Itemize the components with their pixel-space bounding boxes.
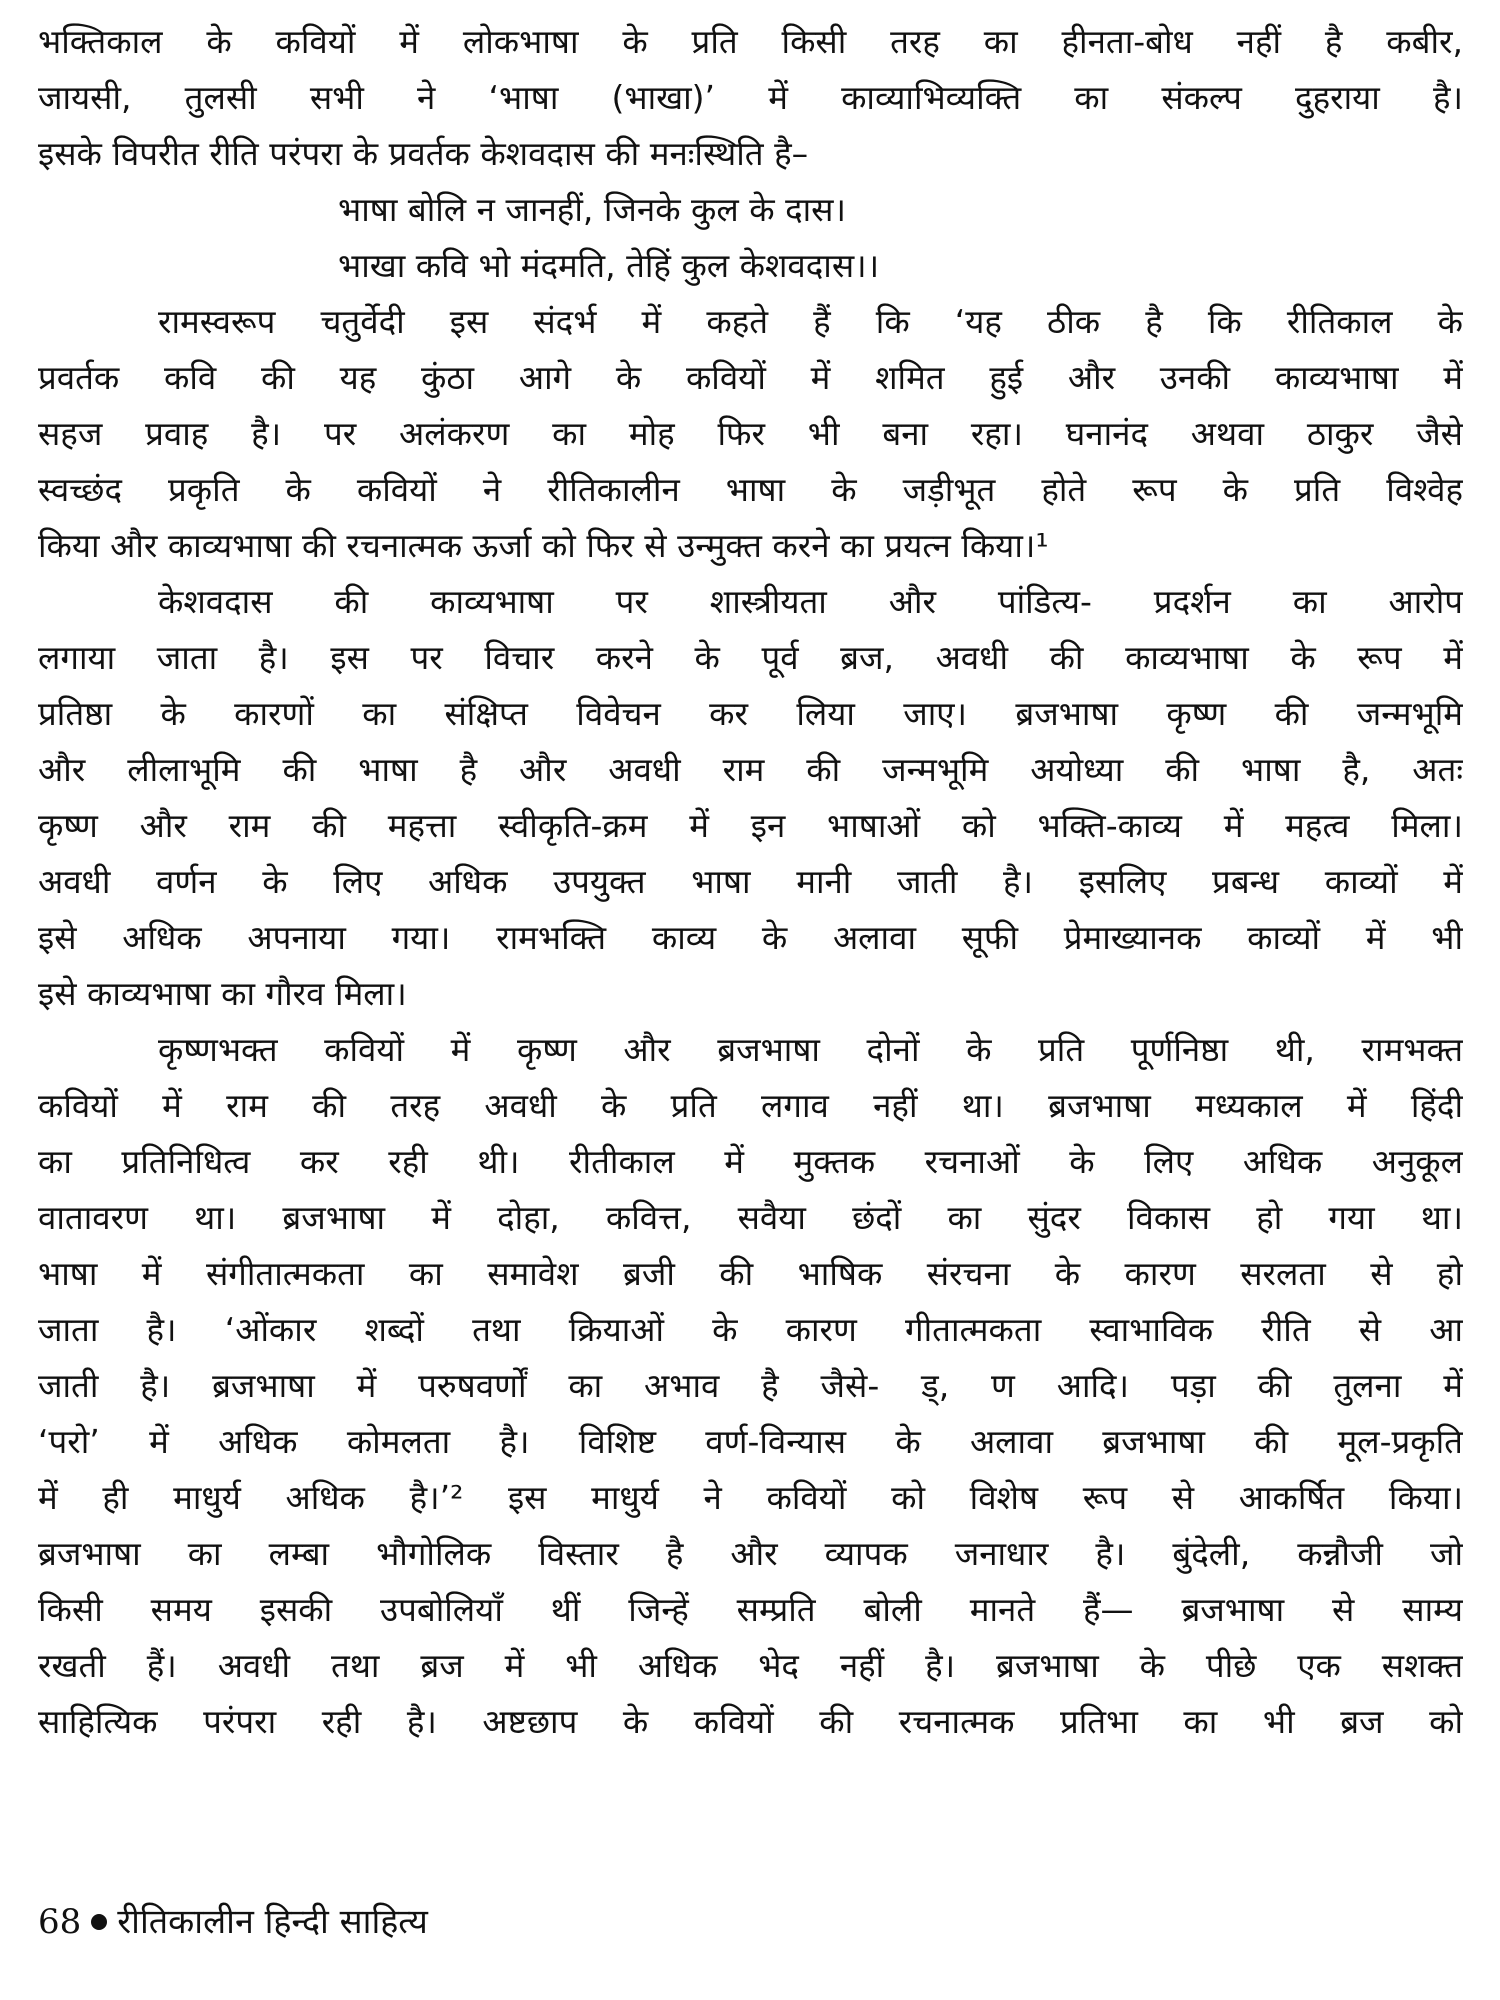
paragraph-2-line-2: प्रवर्तक कवि की यह कुंठा आगे के कवियों में शमित हुई और उनकी काव्यभाषा में	[38, 358, 1463, 397]
paragraph-3-line-3: प्रतिष्ठा के कारणों का संक्षिप्त विवेचन कर लिया जाए। ब्रजभाषा कृष्ण की जन्मभूमि	[38, 694, 1463, 733]
verse-line-2: भाखा कवि भो मंदमति, तेहिं कुल केशवदास।।	[338, 246, 880, 285]
paragraph-4-line-12: रखती हैं। अवधी तथा ब्रज में भी अधिक भेद नहीं है। ब्रजभाषा के पीछे एक सशक्त	[38, 1646, 1463, 1685]
book-page	[38, 0, 1463, 2000]
paragraph-3-line-4: और लीलाभूमि की भाषा है और अवधी राम की जन्मभूमि अयोध्या की भाषा है, अतः	[38, 750, 1463, 789]
verse-line-1: भाषा बोलि न जानहीं, जिनके कुल के दास।	[338, 190, 846, 229]
paragraph-2-line-5: किया और काव्यभाषा की रचनात्मक ऊर्जा को फिर से उन्मुक्त करने का प्रयत्न किया।¹	[38, 526, 1049, 565]
paragraph-4-line-1: कृष्णभक्त कवियों में कृष्ण और ब्रजभाषा दोनों के प्रति पूर्णनिष्ठा थी, रामभक्त	[158, 1030, 1463, 1069]
paragraph-4-line-11: किसी समय इसकी उपबोलियाँ थीं जिन्हें सम्प्रति बोली मानते हैं— ब्रजभाषा से साम्य	[38, 1590, 1463, 1629]
text-line-2: जायसी, तुलसी सभी ने ‘भाषा (भाखा)’ में काव्याभिव्यक्ति का संकल्प दुहराया है।	[38, 78, 1463, 117]
text-line-3: इसके विपरीत रीति परंपरा के प्रवर्तक केशवदास की मनःस्थिति है–	[38, 134, 809, 173]
text-line-1: भक्तिकाल के कवियों में लोकभाषा के प्रति किसी तरह का हीनता-बोध नहीं है कबीर,	[38, 22, 1463, 61]
paragraph-4-line-2: कवियों में राम की तरह अवधी के प्रति लगाव नहीं था। ब्रजभाषा मध्यकाल में हिंदी	[38, 1086, 1463, 1125]
paragraph-4-line-5: भाषा में संगीतात्मकता का समावेश ब्रजी की भाषिक संरचना के कारण सरलता से हो	[38, 1254, 1463, 1293]
paragraph-4-line-6: जाता है। ‘ओंकार शब्दों तथा क्रियाओं के कारण गीतात्मकता स्वाभाविक रीति से आ	[38, 1310, 1463, 1349]
paragraph-3-line-7: इसे अधिक अपनाया गया। रामभक्ति काव्य के अलावा सूफी प्रेमाख्यानक काव्यों में भी	[38, 918, 1463, 957]
running-book-title: रीतिकालीन हिन्दी साहित्य	[117, 1902, 428, 1942]
paragraph-2-line-3: सहज प्रवाह है। पर अलंकरण का मोह फिर भी बना रहा। घनानंद अथवा ठाकुर जैसे	[38, 414, 1463, 453]
paragraph-2-line-4: स्वच्छंद प्रकृति के कवियों ने रीतिकालीन भाषा के जड़ीभूत होते रूप के प्रति विश्वेह	[38, 470, 1463, 509]
paragraph-4-line-9: में ही माधुर्य अधिक है।’² इस माधुर्य ने कवियों को विशेष रूप से आकर्षित किया।	[38, 1478, 1463, 1517]
bullet-icon	[91, 1914, 107, 1930]
paragraph-3-line-8: इसे काव्यभाषा का गौरव मिला।	[38, 974, 407, 1013]
paragraph-4-line-10: ब्रजभाषा का लम्बा भौगोलिक विस्तार है और व्यापक जनाधार है। बुंदेली, कन्नौजी जो	[38, 1534, 1463, 1573]
paragraph-3-line-2: लगाया जाता है। इस पर विचार करने के पूर्व ब्रज, अवधी की काव्यभाषा के रूप में	[38, 638, 1463, 677]
paragraph-4-line-3: का प्रतिनिधित्व कर रही थी। रीतीकाल में मुक्तक रचनाओं के लिए अधिक अनुकूल	[38, 1142, 1463, 1181]
paragraph-2-line-1: रामस्वरूप चतुर्वेदी इस संदर्भ में कहते हैं कि ‘यह ठीक है कि रीतिकाल के	[158, 302, 1463, 341]
paragraph-4-line-7: जाती है। ब्रजभाषा में परुषवर्णों का अभाव है जैसे- ड्, ण आदि। पड़ा की तुलना में	[38, 1366, 1463, 1405]
paragraph-3-line-6: अवधी वर्णन के लिए अधिक उपयुक्त भाषा मानी जाती है। इसलिए प्रबन्ध काव्यों में	[38, 862, 1463, 901]
paragraph-4-line-13: साहित्यिक परंपरा रही है। अष्टछाप के कवियों की रचनात्मक प्रतिभा का भी ब्रज को	[38, 1702, 1463, 1741]
paragraph-4-line-4: वातावरण था। ब्रजभाषा में दोहा, कवित्त, सवैया छंदों का सुंदर विकास हो गया था।	[38, 1198, 1463, 1237]
paragraph-3-line-1: केशवदास की काव्यभाषा पर शास्त्रीयता और पांडित्य- प्रदर्शन का आरोप	[158, 582, 1463, 621]
page-number: 68	[38, 1902, 82, 1942]
page-footer	[38, 1900, 428, 1944]
paragraph-4-line-8: ‘परो’ में अधिक कोमलता है। विशिष्ट वर्ण-विन्यास के अलावा ब्रजभाषा की मूल-प्रकृति	[38, 1422, 1463, 1461]
paragraph-3-line-5: कृष्ण और राम की महत्ता स्वीकृति-क्रम में इन भाषाओं को भक्ति-काव्य में महत्व मिला।	[38, 806, 1463, 845]
